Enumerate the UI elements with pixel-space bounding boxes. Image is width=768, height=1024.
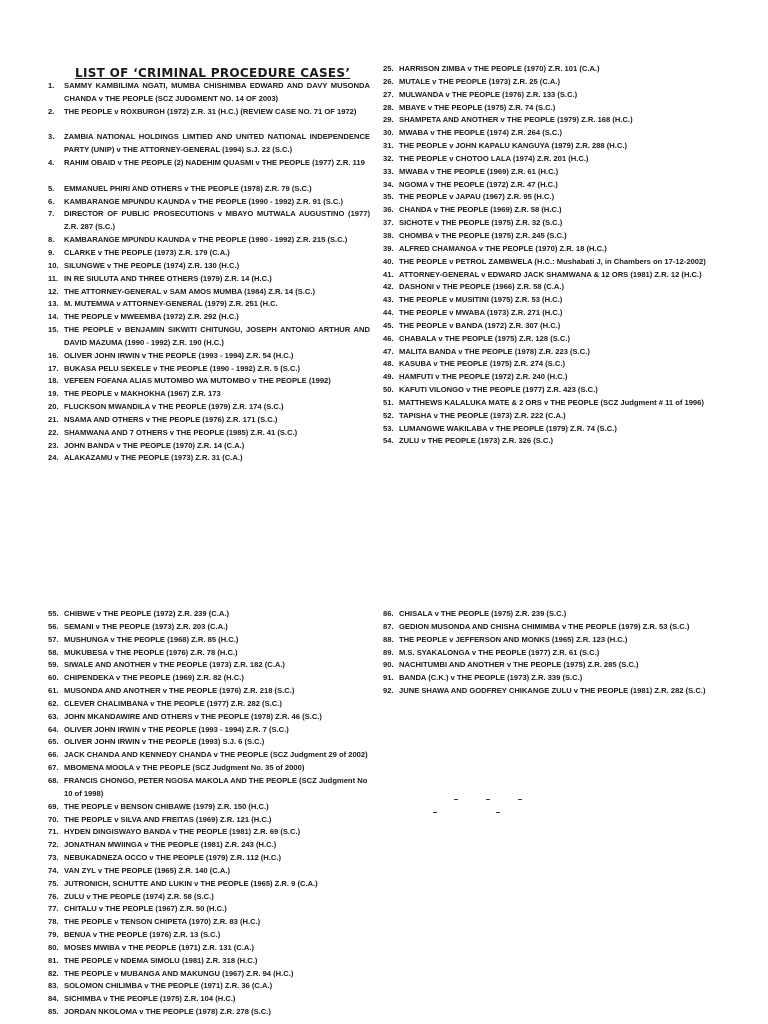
case-citation: MATTHEWS KALALUKA MATE & 2 ORS v THE PEOPLE (SCZ Judgment # 11 of 1996): [399, 397, 704, 407]
case-entry: [48, 749, 370, 762]
case-entry: [383, 256, 708, 269]
case-entry: [48, 131, 370, 157]
case-number: 52.: [383, 410, 394, 420]
case-number: 38.: [383, 230, 394, 240]
case-number: 88.: [383, 634, 394, 644]
case-entry: [383, 423, 708, 436]
case-citation: ALFRED CHAMANGA v THE PEOPLE (1970) Z.R. 18 (H.C.): [399, 243, 607, 253]
case-citation: HYDEN DINGISWAYO BANDA v THE PEOPLE (1981) Z.R. 69 (S.C.): [64, 827, 301, 837]
case-citation: NSAMA AND OTHERS v THE PEOPLE (1976) Z.R. 171 (S.C.): [64, 414, 278, 424]
case-entry: [48, 865, 370, 878]
case-entry: [48, 801, 370, 814]
case-citation: JUTRONICH, SCHUTTE AND LUKIN v THE PEOPLE (1965) Z.R. 9 (C.A.): [64, 878, 318, 888]
case-list-column-2: [383, 63, 708, 448]
case-entry: [48, 647, 370, 660]
case-number: 56.: [48, 621, 59, 631]
case-number: 8.: [48, 235, 55, 245]
case-citation: BANDA (C.K.) v THE PEOPLE (1973) Z.R. 339 (S.C.): [399, 673, 583, 683]
case-entry: [383, 153, 708, 166]
case-number: 28.: [383, 102, 394, 112]
stray-dash-marks: [430, 792, 530, 818]
case-number: 23.: [48, 440, 59, 450]
case-citation: ZAMBIA NATIONAL HOLDINGS LIMTIED AND UNITED NATIONAL INDEPENDENCE PARTY (UNIP) v THE ATTORNEY-GENERAL (1994) S.J. 22 (S.C.): [64, 132, 370, 155]
case-number: 15.: [48, 325, 59, 335]
case-entry: [48, 916, 370, 929]
case-number: 4.: [48, 158, 55, 168]
case-number: 50.: [383, 385, 394, 395]
case-citation: MUTALE v THE PEOPLE (1973) Z.R. 25 (C.A.): [399, 76, 561, 86]
case-entry: [383, 397, 708, 410]
case-entry: [383, 166, 708, 179]
case-citation: JONATHAN MWIINGA v THE PEOPLE (1981) Z.R. 243 (H.C.): [64, 840, 277, 850]
case-entry: [48, 968, 370, 981]
case-number: 11.: [48, 273, 59, 283]
case-number: 20.: [48, 402, 59, 412]
case-entry: [48, 80, 370, 106]
case-number: 13.: [48, 299, 59, 309]
case-entry: [48, 452, 370, 465]
case-citation: CLARKE v THE PEOPLE (1973) Z.R. 179 (C.A.): [64, 247, 230, 257]
case-entry: [48, 878, 370, 891]
case-citation: HARRISON ZIMBA v THE PEOPLE (1970) Z.R. 101 (C.A.): [399, 64, 600, 73]
case-citation: SILUNGWE v THE PEOPLE (1974) Z.R. 130 (H.C.): [64, 260, 240, 270]
case-entry: [48, 929, 370, 942]
case-citation: THE PEOPLE v MAKHOKHA (1967) Z.R. 173: [64, 389, 221, 399]
case-number: 5.: [48, 183, 55, 193]
case-number: 44.: [383, 308, 394, 318]
case-number: 92.: [383, 686, 394, 696]
case-entry: [48, 234, 370, 247]
case-citation: MALITA BANDA v THE PEOPLE (1978) Z.R. 223 (S.C.): [399, 346, 590, 356]
case-citation: SHAMWANA AND 7 OTHERS v THE PEOPLE (1985) Z.R. 41 (S.C.): [64, 427, 298, 437]
case-citation: JOHN MKANDAWIRE AND OTHERS v THE PEOPLE (1978) Z.R. 46 (S.C.): [64, 711, 322, 721]
case-entry: [48, 260, 370, 273]
case-citation: CHIBWE v THE PEOPLE (1972) Z.R. 239 (C.A.): [64, 609, 229, 618]
case-number: 51.: [383, 397, 394, 407]
case-citation: THE PEOPLE v MWEEMBA (1972) Z.R. 292 (H.C.): [64, 312, 239, 322]
case-citation: KASUBA v THE PEOPLE (1975) Z.R. 274 (S.C.): [399, 359, 565, 369]
case-number: 77.: [48, 904, 59, 914]
case-entry: [48, 711, 370, 724]
case-citation: CHISALA v THE PEOPLE (1975) Z.R. 239 (S.C.): [399, 609, 567, 618]
case-entry: [48, 608, 370, 621]
case-entry: [383, 659, 708, 672]
case-number: 12.: [48, 286, 59, 296]
case-entry: [48, 852, 370, 865]
case-number: 29.: [383, 115, 394, 125]
case-entry: [383, 672, 708, 685]
case-entry: [383, 89, 708, 102]
case-citation: VEFEEN FOFANA ALIAS MUTOMBO WA MUTOMBO v THE PEOPLE (1992): [64, 376, 331, 386]
case-list-column-3: [48, 608, 370, 1019]
case-entry: [383, 410, 708, 423]
case-citation: VAN ZYL v THE PEOPLE (1965) Z.R. 140 (C.A.): [64, 865, 230, 875]
case-number: 49.: [383, 372, 394, 382]
case-entry: [48, 350, 370, 363]
case-citation: NEBUKADNEZA OCCO v THE PEOPLE (1979) Z.R. 112 (H.C.): [64, 853, 282, 863]
case-entry: [383, 647, 708, 660]
case-number: 76.: [48, 891, 59, 901]
case-entry: [48, 183, 370, 196]
case-entry: [383, 269, 708, 282]
case-citation: CHIPENDEKA v THE PEOPLE (1969) Z.R. 82 (H.C.): [64, 673, 244, 683]
case-citation: MUSONDA AND ANOTHER v THE PEOPLE (1976) Z.R. 218 (S.C.): [64, 686, 295, 696]
case-number: 58.: [48, 647, 59, 657]
case-number: 17.: [48, 363, 59, 373]
dash-mark: [518, 799, 522, 800]
case-entry: [48, 775, 370, 801]
case-number: 36.: [383, 205, 394, 215]
case-citation: BENUA v THE PEOPLE (1976) Z.R. 13 (S.C.): [64, 930, 221, 940]
case-entry: [48, 621, 370, 634]
case-citation: GEDION MUSONDA AND CHISHA CHIMIMBA v THE PEOPLE (1979) Z.R. 53 (S.C.): [399, 621, 690, 631]
case-number: 64.: [48, 724, 59, 734]
case-citation: FLUCKSON MWANDILA v THE PEOPLE (1979) Z.R. 174 (S.C.): [64, 402, 284, 412]
case-citation: MBOMENA MOOLA v THE PEOPLE (SCZ Judgment No. 35 of 2000): [64, 763, 305, 773]
case-citation: KAMBARANGE MPUNDU KAUNDA v THE PEOPLE (1990 - 1992) Z.R. 91 (S.C.): [64, 196, 344, 206]
case-entry: [48, 826, 370, 839]
dash-mark: [454, 799, 458, 800]
case-citation: CHABALA v THE PEOPLE (1975) Z.R. 128 (S.C.): [399, 333, 571, 343]
case-citation: OLIVER JOHN IRWIN v THE PEOPLE (1993) S.J. 6 (S.C.): [64, 737, 265, 747]
case-entry: [48, 685, 370, 698]
case-entry: [48, 762, 370, 775]
case-number: 90.: [383, 660, 394, 670]
case-citation: SEMANI v THE PEOPLE (1973) Z.R. 203 (C.A.): [64, 621, 228, 631]
case-entry: [383, 102, 708, 115]
case-entry: [48, 634, 370, 647]
case-citation: RAHIM OBAID v THE PEOPLE (2) NADEHIM QUASMI v THE PEOPLE (1977) Z.R. 119: [64, 158, 365, 168]
case-citation: MOSES MWIBA v THE PEOPLE (1971) Z.R. 131 (C.A.): [64, 942, 255, 952]
case-number: 82.: [48, 968, 59, 978]
case-number: 33.: [383, 166, 394, 176]
case-citation: ZULU v THE PEOPLE (1974) Z.R. 58 (S.C.): [64, 891, 214, 901]
case-entry: [48, 672, 370, 685]
case-citation: KAMBARANGE MPUNDU KAUNDA v THE PEOPLE (1990 - 1992) Z.R. 215 (S.C.): [64, 235, 348, 245]
case-number: 91.: [383, 673, 394, 683]
case-citation: SIWALE AND ANOTHER v THE PEOPLE (1973) Z.R. 182 (C.A.): [64, 660, 285, 670]
case-entry: [48, 363, 370, 376]
case-number: 47.: [383, 346, 394, 356]
case-number: 74.: [48, 865, 59, 875]
case-citation: KAFUTI VILONGO v THE PEOPLE (1977) Z.R. 423 (S.C.): [399, 385, 598, 395]
case-entry: [383, 608, 708, 621]
case-entry: [383, 435, 708, 448]
case-entry: [383, 294, 708, 307]
case-entry: [48, 427, 370, 440]
case-entry: [48, 414, 370, 427]
case-number: 53.: [383, 423, 394, 433]
case-number: 22.: [48, 427, 59, 437]
case-citation: CHOMBA v THE PEOPLE (1975) Z.R. 245 (S.C.): [399, 230, 567, 240]
case-citation: NACHITUMBI AND ANOTHER v THE PEOPLE (1975) Z.R. 285 (S.C.): [399, 660, 639, 670]
case-citation: CHITALU v THE PEOPLE (1967) Z.R. 50 (H.C.): [64, 904, 227, 914]
case-entry: [383, 384, 708, 397]
case-number: 39.: [383, 243, 394, 253]
dash-mark: [486, 799, 490, 800]
case-citation: THE PEOPLE v ROXBURGH (1972) Z.R. 31 (H.C.) (REVIEW CASE NO. 71 OF 1972): [64, 106, 357, 116]
case-entry: [383, 204, 708, 217]
case-number: 61.: [48, 686, 59, 696]
case-entry: [48, 157, 370, 170]
case-entry: [383, 76, 708, 89]
case-number: 72.: [48, 840, 59, 850]
case-entry: [383, 230, 708, 243]
case-citation: FRANCIS CHONGO, PETER NGOSA MAKOLA AND THE PEOPLE (SCZ Judgment No 10 of 1998): [64, 775, 368, 798]
case-citation: MUKUBESA v THE PEOPLE (1976) Z.R. 78 (H.C.): [64, 647, 238, 657]
case-number: 19.: [48, 389, 59, 399]
case-entry: [48, 903, 370, 916]
case-entry: [48, 298, 370, 311]
case-citation: MULWANDA v THE PEOPLE (1976) Z.R. 133 (S.C.): [399, 89, 578, 99]
case-number: 69.: [48, 801, 59, 811]
case-citation: THE PEOPLE v NDEMA SIMOLU (1981) Z.R. 318 (H.C.): [64, 955, 258, 965]
case-citation: SAMMY KAMBILIMA NGATI, MUMBA CHISHIMBA EDWARD AND DAVY MUSONDA CHANDA v THE PEOPLE (SCZ JUDGMENT NO. 14 OF 2003): [64, 81, 370, 103]
case-number: 68.: [48, 775, 59, 785]
case-entry: [383, 179, 708, 192]
case-number: 3.: [48, 132, 55, 142]
case-number: 78.: [48, 917, 59, 927]
case-number: 65.: [48, 737, 59, 747]
case-citation: THE PEOPLE v MUBANGA AND MAKUNGU (1967) Z.R. 94 (H.C.): [64, 968, 294, 978]
case-citation: ALAKAZAMU v THE PEOPLE (1973) Z.R. 31 (C.A.): [64, 453, 243, 463]
case-entry: [48, 311, 370, 324]
case-entry: [383, 140, 708, 153]
case-number: 32.: [383, 153, 394, 163]
case-citation: OLIVER JOHN IRWIN v THE PEOPLE (1993 - 1994) Z.R. 54 (H.C.): [64, 350, 294, 360]
case-entry: [383, 217, 708, 230]
case-number: 54.: [383, 436, 394, 446]
page-title: LIST OF ‘CRIMINAL PROCEDURE CASES’: [75, 66, 351, 80]
case-entry: [383, 307, 708, 320]
case-entry: [48, 659, 370, 672]
case-number: 81.: [48, 955, 59, 965]
case-number: 43.: [383, 295, 394, 305]
case-citation: OLIVER JOHN IRWIN v THE PEOPLE (1993 - 1994) Z.R. 7 (S.C.): [64, 724, 289, 734]
case-number: 63.: [48, 711, 59, 721]
case-number: 24.: [48, 453, 59, 463]
case-number: 86.: [383, 609, 394, 618]
case-number: 35.: [383, 192, 394, 202]
case-number: 37.: [383, 218, 394, 228]
case-number: 40.: [383, 256, 394, 266]
case-number: 2.: [48, 106, 55, 116]
case-citation: MWABA v THE PEOPLE (1969) Z.R. 61 (H.C.): [399, 166, 559, 176]
case-number: 31.: [383, 141, 394, 151]
case-citation: CHANDA v THE PEOPLE (1969) Z.R. 58 (H.C.): [399, 205, 562, 215]
case-entry: [383, 243, 708, 256]
case-number: 46.: [383, 333, 394, 343]
case-number: 34.: [383, 179, 394, 189]
case-entry: [48, 375, 370, 388]
case-citation: THE PEOPLE v BENJAMIN SIKWITI CHITUNGU, JOSEPH ANTONIO ARTHUR AND DAVID MAZUMA (1990 - 1992) Z.R. 190 (H.C.): [64, 325, 370, 347]
case-entry: [48, 286, 370, 299]
case-citation: BUKASA PELU SEKELE v THE PEOPLE (1990 - 1992) Z.R. 5 (S.C.): [64, 363, 301, 373]
case-number: 26.: [383, 76, 394, 86]
case-number: 70.: [48, 814, 59, 824]
case-number: 21.: [48, 414, 59, 424]
case-entry: [383, 114, 708, 127]
case-number: 45.: [383, 320, 394, 330]
case-citation: MBAYE v THE PEOPLE (1975) Z.R. 74 (S.C.): [399, 102, 556, 112]
case-citation: SICHOTE v THE PEOPLE (1975) Z.R. 32 (S.C.): [399, 218, 563, 228]
case-entry: [383, 63, 708, 76]
case-citation: THE PEOPLE v CHOTOO LALA (1974) Z.R. 201 (H.C.): [399, 153, 589, 163]
case-citation: SICHIMBA v THE PEOPLE (1975) Z.R. 104 (H.C.): [64, 994, 236, 1004]
case-number: 66.: [48, 750, 59, 760]
case-number: 9.: [48, 247, 55, 257]
case-citation: M. MUTEMWA v ATTORNEY-GENERAL (1979) Z.R. 251 (H.C.: [64, 299, 278, 309]
case-list-column-1: [48, 80, 370, 465]
case-citation: JUNE SHAWA AND GODFREY CHIKANGE ZULU v THE PEOPLE (1981) Z.R. 282 (S.C.): [399, 686, 706, 696]
case-citation: ZULU v THE PEOPLE (1973) Z.R. 326 (S.C.): [399, 436, 554, 446]
case-number: 18.: [48, 376, 59, 386]
case-citation: THE PEOPLE v MWABA (1973) Z.R. 271 (H.C.): [399, 308, 563, 318]
dash-mark: [496, 812, 500, 813]
case-citation: TAPISHA v THE PEOPLE (1973) Z.R. 222 (C.A.): [399, 410, 566, 420]
case-number: 55.: [48, 609, 59, 618]
case-citation: SHAMPETA AND ANOTHER v THE PEOPLE (1979) Z.R. 168 (H.C.): [399, 115, 633, 125]
case-citation: ATTORNEY-GENERAL v EDWARD JACK SHAMWANA & 12 ORS (1981) Z.R. 12 (H.C.): [399, 269, 702, 279]
case-number: 85.: [48, 1007, 59, 1017]
case-entry: [383, 281, 708, 294]
case-entry: [383, 634, 708, 647]
case-entry: [383, 371, 708, 384]
case-citation: THE PEOPLE v JEFFERSON AND MONKS (1965) Z.R. 123 (H.C.): [399, 634, 628, 644]
case-citation: THE PEOPLE v BANDA (1972) Z.R. 307 (H.C.): [399, 320, 561, 330]
case-entry: [48, 273, 370, 286]
case-entry: [48, 955, 370, 968]
case-number: 67.: [48, 763, 59, 773]
case-number: 57.: [48, 634, 59, 644]
case-citation: THE PEOPLE v PETROL ZAMBWELA (H.C.: Mushabati J, in Chambers on 17-12-2002): [399, 256, 706, 266]
case-number: 1.: [48, 81, 55, 90]
case-number: 48.: [383, 359, 394, 369]
case-number: 6.: [48, 196, 55, 206]
case-number: 89.: [383, 647, 394, 657]
case-entry: [383, 333, 708, 346]
case-number: 59.: [48, 660, 59, 670]
case-citation: EMMANUEL PHIRI AND OTHERS v THE PEOPLE (1978) Z.R. 79 (S.C.): [64, 183, 312, 193]
case-entry: [48, 891, 370, 904]
case-number: 60.: [48, 673, 59, 683]
case-entry: [383, 191, 708, 204]
case-list-column-4: [383, 608, 708, 698]
case-entry: [48, 440, 370, 453]
case-number: 7.: [48, 209, 55, 219]
case-citation: JOHN BANDA v THE PEOPLE (1970) Z.R. 14 (C.A.): [64, 440, 245, 450]
case-entry: [383, 127, 708, 140]
case-entry: [48, 839, 370, 852]
case-number: 75.: [48, 878, 59, 888]
case-number: 30.: [383, 128, 394, 138]
case-entry: [48, 980, 370, 993]
case-citation: MUSHUNGA v THE PEOPLE (1968) Z.R. 85 (H.C.): [64, 634, 239, 644]
case-number: 27.: [383, 89, 394, 99]
case-citation: IN RE SIULUTA AND THREE OTHERS (1979) Z.R. 14 (H.C.): [64, 273, 272, 283]
case-entry: [383, 346, 708, 359]
case-number: 80.: [48, 942, 59, 952]
case-entry: [48, 247, 370, 260]
case-citation: SOLOMON CHILIMBA v THE PEOPLE (1971) Z.R. 36 (C.A.): [64, 981, 273, 991]
case-entry: [383, 685, 708, 698]
case-citation: THE PEOPLE v BENSON CHIBAWE (1979) Z.R. 150 (H.C.): [64, 801, 269, 811]
case-entry: [48, 388, 370, 401]
case-entry: [383, 320, 708, 333]
case-citation: DIRECTOR OF PUBLIC PROSECUTIONS v MBAYO MUTWALA AUGUSTINO (1977) Z.R. 287 (S.C.): [64, 209, 370, 232]
case-entry: [48, 324, 370, 350]
case-number: 87.: [383, 621, 394, 631]
case-entry: [383, 358, 708, 371]
case-entry: [48, 196, 370, 209]
case-number: 71.: [48, 827, 59, 837]
case-citation: JORDAN NKOLOMA v THE PEOPLE (1978) Z.R. 278 (S.C.): [64, 1007, 271, 1017]
case-number: 42.: [383, 282, 394, 292]
dash-mark: [433, 812, 437, 813]
case-citation: JACK CHANDA AND KENNEDY CHANDA v THE PEOPLE (SCZ Judgment 29 of 2002): [64, 750, 368, 760]
case-entry: [48, 993, 370, 1006]
case-number: 14.: [48, 312, 59, 322]
case-citation: HAMFUTI v THE PEOPLE (1972) Z.R. 240 (H.C.): [399, 372, 568, 382]
case-number: 83.: [48, 981, 59, 991]
case-entry: [48, 208, 370, 234]
case-entry: [48, 736, 370, 749]
case-citation: MWABA v THE PEOPLE (1974) Z.R. 264 (S.C.): [399, 128, 563, 138]
case-citation: CLEVER CHALIMBANA v THE PEOPLE (1977) Z.R. 282 (S.C.): [64, 698, 282, 708]
case-entry: [48, 106, 370, 119]
case-entry: [48, 942, 370, 955]
case-entry: [48, 698, 370, 711]
case-entry: [383, 621, 708, 634]
case-entry: [48, 1006, 370, 1019]
case-number: 10.: [48, 260, 59, 270]
case-entry: [48, 814, 370, 827]
case-number: 79.: [48, 930, 59, 940]
case-citation: LUMANGWE WAKILABA v THE PEOPLE (1979) Z.R. 74 (S.C.): [399, 423, 617, 433]
case-number: 62.: [48, 698, 59, 708]
case-citation: THE ATTORNEY-GENERAL v SAM AMOS MUMBA (1984) Z.R. 14 (S.C.): [64, 286, 316, 296]
case-citation: THE PEOPLE v JAPAU (1967) Z.R. 95 (H.C.): [399, 192, 555, 202]
case-citation: NGOMA v THE PEOPLE (1972) Z.R. 47 (H.C.): [399, 179, 558, 189]
case-number: 41.: [383, 269, 394, 279]
case-entry: [48, 724, 370, 737]
case-number: 25.: [383, 64, 394, 73]
case-citation: DASHONI v THE PEOPLE (1966) Z.R. 58 (C.A.): [399, 282, 564, 292]
case-citation: THE PEOPLE v JOHN KAPALU KANGUYA (1979) Z.R. 288 (H.C.): [399, 141, 627, 151]
case-citation: M.S. SYAKALONGA v THE PEOPLE (1977) Z.R. 61 (S.C.): [399, 647, 600, 657]
case-citation: THE PEOPLE v MUSITINI (1975) Z.R. 53 (H.C.): [399, 295, 563, 305]
case-number: 73.: [48, 853, 59, 863]
case-number: 16.: [48, 350, 59, 360]
case-citation: THE PEOPLE v TENSON CHIPETA (1970) Z.R. 83 (H.C.): [64, 917, 261, 927]
case-number: 84.: [48, 994, 59, 1004]
case-citation: THE PEOPLE v SILVA AND FREITAS (1969) Z.R. 121 (H.C.): [64, 814, 272, 824]
case-entry: [48, 401, 370, 414]
